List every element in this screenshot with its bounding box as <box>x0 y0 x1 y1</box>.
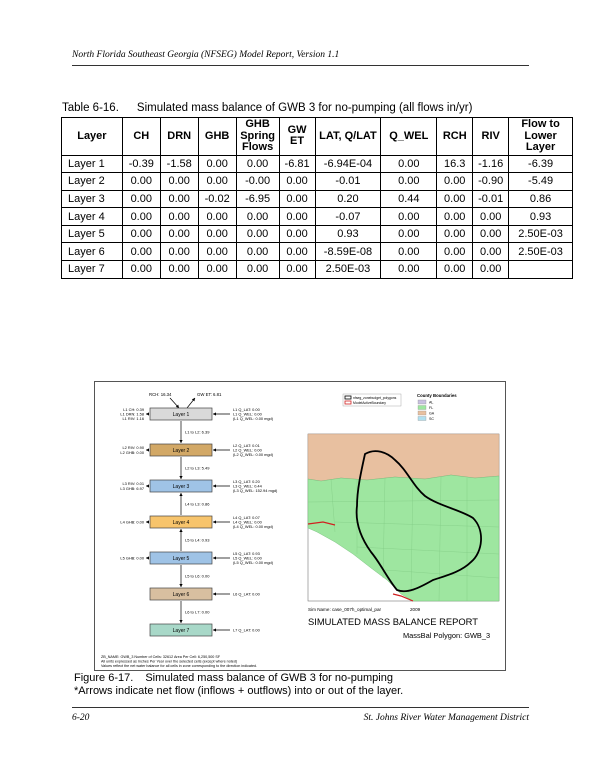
table-cell: 0.00 <box>198 208 236 226</box>
table-cell: 2.50E-03 <box>315 261 381 279</box>
table-cell: -1.58 <box>160 155 198 173</box>
table-cell: 0.86 <box>509 190 573 208</box>
vertical-flow-arrow-head <box>179 584 182 587</box>
column-header: RCH <box>437 118 473 156</box>
mass-balance-table <box>61 117 573 279</box>
table-cell: -8.59E-08 <box>315 243 381 261</box>
right-flow-arrow-head <box>213 484 216 487</box>
figure-note: All units expressed as Inches Per Year over the selected cells (except where noted) <box>101 659 238 664</box>
vertical-flow-label: L4 to L3: 0.86 <box>185 501 210 507</box>
layer-right-flow: L2 Q_WEL: 0.00 <box>233 447 262 453</box>
column-header: Q_WEL <box>381 118 437 156</box>
table-cell: 0.00 <box>381 155 437 173</box>
table-body <box>62 155 573 278</box>
figure-note: ZB_NAME: GWB_3 Number of Cells: 32612 Area Per Cell: 6,250,500 SF <box>101 655 221 659</box>
row-label: Layer 7 <box>62 261 123 279</box>
table-cell: 0.00 <box>437 190 473 208</box>
layer-label: Layer 3 <box>172 484 190 490</box>
table-cell <box>509 261 573 279</box>
layer-right-flow: L7 Q_LAT: 0.00 <box>233 627 260 633</box>
table-caption-number: Table 6-16. <box>62 102 119 114</box>
right-flow-arrow-head <box>213 556 216 559</box>
table-cell: 0.00 <box>160 243 198 261</box>
layer-right-flow: L3 Q_WEL: 0.44 <box>233 483 262 489</box>
table-cell: 0.00 <box>279 208 315 226</box>
layer-left-flow: L3 GHB: 6.97 <box>120 485 144 491</box>
vertical-flow-label: L5 to L6: 0.00 <box>185 573 210 579</box>
right-flow-arrow-head <box>213 592 216 595</box>
table-cell: 0.00 <box>122 208 160 226</box>
table-row <box>62 243 573 261</box>
table-cell: 0.00 <box>236 155 279 173</box>
vertical-flow-label: L5 to L4: 0.93 <box>185 537 210 543</box>
layer-right-flow: L5 Q_LAT: 0.93 <box>233 550 260 556</box>
table-cell: 0.00 <box>198 173 236 191</box>
table-cell: 0.00 <box>160 225 198 243</box>
table-cell: 0.93 <box>509 208 573 226</box>
layer-right-flow: L2 Q_LAT: 0.01 <box>233 442 260 448</box>
right-flow-arrow-head <box>213 448 216 451</box>
row-label: Layer 4 <box>62 208 123 226</box>
table-cell: 0.93 <box>315 225 381 243</box>
table-cell: 0.00 <box>198 155 236 173</box>
column-header: GHB Spring Flows <box>236 118 279 156</box>
layer-left-flow: L1 CH: 0.39 <box>123 406 144 412</box>
figure-caption-text: Simulated mass balance of GWB 3 for no-pumping <box>145 672 393 684</box>
gwet-label: GW ET: 6.81 <box>197 392 222 397</box>
table-cell: -6.39 <box>509 155 573 173</box>
layer-label: Layer 7 <box>172 628 190 634</box>
layer-left-flow: L1 RIV: 1.16 <box>122 416 144 422</box>
table-cell: 0.00 <box>437 225 473 243</box>
layer-right-flow: L5 Q_WEL: 0.00 <box>233 555 262 561</box>
county-label: AL <box>429 400 434 405</box>
page-number: 6-20 <box>72 713 90 723</box>
column-header: GW ET <box>279 118 315 156</box>
layer-left-flow: L2 GHB: 0.00 <box>120 449 144 455</box>
layer-right-flow: (L3 Q_WEL: 152.94 mgd) <box>233 488 278 494</box>
vertical-flow-label: L2 to L3: 5.49 <box>185 465 210 471</box>
table-cell: -5.49 <box>509 173 573 191</box>
column-header: Layer <box>62 118 123 156</box>
table-cell: 0.00 <box>279 261 315 279</box>
row-label: Layer 1 <box>62 155 123 173</box>
running-header: North Florida Southeast Georgia (NFSEG) Model Report, Version 1.1 <box>72 50 340 60</box>
layer-left-flow: L1 DRN: 1.58 <box>120 411 144 417</box>
row-label: Layer 3 <box>62 190 123 208</box>
table-cell: 2.50E-03 <box>509 243 573 261</box>
table-row <box>62 261 573 279</box>
table-cell: -1.16 <box>473 155 509 173</box>
table-cell: 0.00 <box>437 208 473 226</box>
massbal-polygon-label: MassBal Polygon: GWB_3 <box>403 631 491 640</box>
layer-label: Layer 6 <box>172 592 190 598</box>
left-flow-arrow-head <box>146 520 149 523</box>
left-flow-arrow-head <box>146 448 149 451</box>
table-cell: 0.00 <box>437 173 473 191</box>
table-cell: 0.00 <box>279 190 315 208</box>
table-cell: 0.00 <box>279 225 315 243</box>
table-cell: 0.00 <box>236 261 279 279</box>
county-label: FL <box>429 406 434 411</box>
layer-right-flow: L1 Q_WEL: 0.00 <box>233 411 262 417</box>
table-cell: 0.00 <box>279 243 315 261</box>
vertical-flow-arrow-head <box>179 476 182 479</box>
column-header: GHB <box>198 118 236 156</box>
table-cell: 2.50E-03 <box>509 225 573 243</box>
layer-right-flow: (L4 Q_WEL: 0.00 mgd) <box>233 524 274 530</box>
table-cell: -0.00 <box>236 173 279 191</box>
layer-left-flow: L3 RIV: 0.01 <box>122 481 144 487</box>
table-cell: 0.00 <box>122 243 160 261</box>
left-flow-arrow-head <box>146 484 149 487</box>
table-caption <box>62 102 472 114</box>
county-swatch <box>418 417 426 421</box>
table-row <box>62 155 573 173</box>
table-cell: 0.00 <box>198 243 236 261</box>
table-cell: 0.00 <box>122 173 160 191</box>
table-cell: 0.00 <box>381 243 437 261</box>
vertical-flow-arrow-head <box>179 620 182 623</box>
table-cell: 0.00 <box>236 225 279 243</box>
table-cell: 0.44 <box>381 190 437 208</box>
footer-rule <box>72 707 529 708</box>
table-cell: 0.00 <box>122 225 160 243</box>
layer-left-flow: L5 GHB: 0.00 <box>120 555 144 561</box>
table-cell: 0.00 <box>236 243 279 261</box>
column-header: CH <box>122 118 160 156</box>
layer-right-flow: L4 Q_WEL: 0.00 <box>233 519 262 525</box>
column-header: Flow to Lower Layer <box>509 118 573 156</box>
layer-right-flow: L4 Q_LAT: 0.07 <box>233 514 260 520</box>
table-cell: 0.00 <box>160 173 198 191</box>
table-header-row <box>62 118 573 156</box>
mass-balance-diagram <box>95 382 506 671</box>
table-cell: 0.00 <box>473 243 509 261</box>
table-cell: -0.07 <box>315 208 381 226</box>
layer-right-flow: (L5 Q_WEL: 0.00 mgd) <box>233 560 274 566</box>
table-cell: -0.01 <box>473 190 509 208</box>
vertical-flow-label: L1 to L2: 6.39 <box>185 429 210 435</box>
footer-organization: St. Johns River Water Management District <box>363 713 529 723</box>
table-cell: 0.00 <box>198 261 236 279</box>
table-cell: 0.00 <box>236 208 279 226</box>
column-header: LAT, Q/LAT <box>315 118 381 156</box>
rch-label: RCH: 16.34 <box>149 392 172 397</box>
layer-label: Layer 2 <box>172 448 190 454</box>
row-label: Layer 6 <box>62 243 123 261</box>
table-cell: -0.39 <box>122 155 160 173</box>
layer-left-flow: L4 GHB: 0.00 <box>120 519 144 525</box>
table-row <box>62 225 573 243</box>
vertical-flow-label: L6 to L7: 0.00 <box>185 609 210 615</box>
table-cell: -0.90 <box>473 173 509 191</box>
table-cell: 0.00 <box>122 190 160 208</box>
table-cell: 0.00 <box>160 190 198 208</box>
table-row <box>62 190 573 208</box>
left-flow-arrow-head <box>146 556 149 559</box>
layer-right-flow: L3 Q_LAT: 0.20 <box>233 478 260 484</box>
table-cell: 0.00 <box>279 173 315 191</box>
layer-right-flow: L6 Q_LAT: 0.00 <box>233 591 260 597</box>
layer-left-flow: L2 RIV: 0.90 <box>122 445 144 451</box>
table-cell: -0.01 <box>315 173 381 191</box>
vertical-flow-arrow-head <box>179 529 182 532</box>
table-cell: 0.00 <box>381 225 437 243</box>
layer-label: Layer 5 <box>172 556 190 562</box>
table-cell: 0.20 <box>315 190 381 208</box>
table-cell: 0.00 <box>473 208 509 226</box>
figure-note: Values reflect the net water balance for all cells in zone corresponding to the direction indicated. <box>101 664 258 669</box>
sim-name: Sim Name: case_007h_optimal_par <box>308 607 382 612</box>
vertical-flow-arrow-head <box>179 493 182 496</box>
right-flow-arrow-head <box>213 412 216 415</box>
mass-balance-figure <box>94 381 506 671</box>
table-cell: -6.95 <box>236 190 279 208</box>
table-cell: 16.3 <box>437 155 473 173</box>
layer-right-flow: L1 Q_LAT: 0.00 <box>233 406 260 412</box>
table-cell: 0.00 <box>473 261 509 279</box>
table-cell: -6.81 <box>279 155 315 173</box>
table-cell: -6.94E-04 <box>315 155 381 173</box>
layer-label: Layer 4 <box>172 520 190 526</box>
layer-right-flow: (L1 Q_WEL: 0.00 mgd) <box>233 416 274 422</box>
right-flow-arrow-head <box>213 520 216 523</box>
county-legend-title: County Boundaries <box>417 393 457 398</box>
table-row <box>62 173 573 191</box>
county-label: SC <box>429 417 434 422</box>
legend-item-polygons: nfseg_zonebudget_polygons <box>353 396 397 400</box>
table-cell: 0.00 <box>437 261 473 279</box>
table-cell: 0.00 <box>381 261 437 279</box>
table-cell: 0.00 <box>122 261 160 279</box>
sim-year: 2009 <box>410 607 421 612</box>
column-header: DRN <box>160 118 198 156</box>
figure-caption <box>74 672 403 698</box>
county-swatch <box>418 411 426 415</box>
table-cell: 0.00 <box>473 225 509 243</box>
column-header: RIV <box>473 118 509 156</box>
map-ga-region <box>308 434 499 481</box>
table-cell: 0.00 <box>160 261 198 279</box>
county-swatch <box>418 406 426 410</box>
table-cell: 0.00 <box>198 225 236 243</box>
table-cell: 0.00 <box>381 173 437 191</box>
figure-caption-note: *Arrows indicate net flow (inflows + outflows) into or out of the layer. <box>74 685 404 697</box>
layer-right-flow: (L2 Q_WEL: 0.00 mgd) <box>233 452 274 458</box>
table-cell: 0.00 <box>381 208 437 226</box>
row-label: Layer 5 <box>62 225 123 243</box>
table-cell: -0.02 <box>198 190 236 208</box>
left-flow-arrow-head <box>146 412 149 415</box>
right-flow-arrow-head <box>213 628 216 631</box>
vertical-flow-arrow-head <box>179 440 182 443</box>
report-title: SIMULATED MASS BALANCE REPORT <box>308 616 479 627</box>
table-cell: 0.00 <box>160 208 198 226</box>
county-swatch <box>418 400 426 404</box>
row-label: Layer 2 <box>62 173 123 191</box>
legend-item-boundary: ModelActiveBoundary <box>353 401 386 405</box>
layer-label: Layer 1 <box>172 412 190 418</box>
county-label: GA <box>429 411 435 416</box>
table-caption-text: Simulated mass balance of GWB 3 for no-pumping (all flows in/yr) <box>136 102 473 114</box>
figure-caption-number: Figure 6-17. <box>74 672 134 684</box>
table-cell: 0.00 <box>437 243 473 261</box>
table-row <box>62 208 573 226</box>
header-rule <box>72 65 529 66</box>
